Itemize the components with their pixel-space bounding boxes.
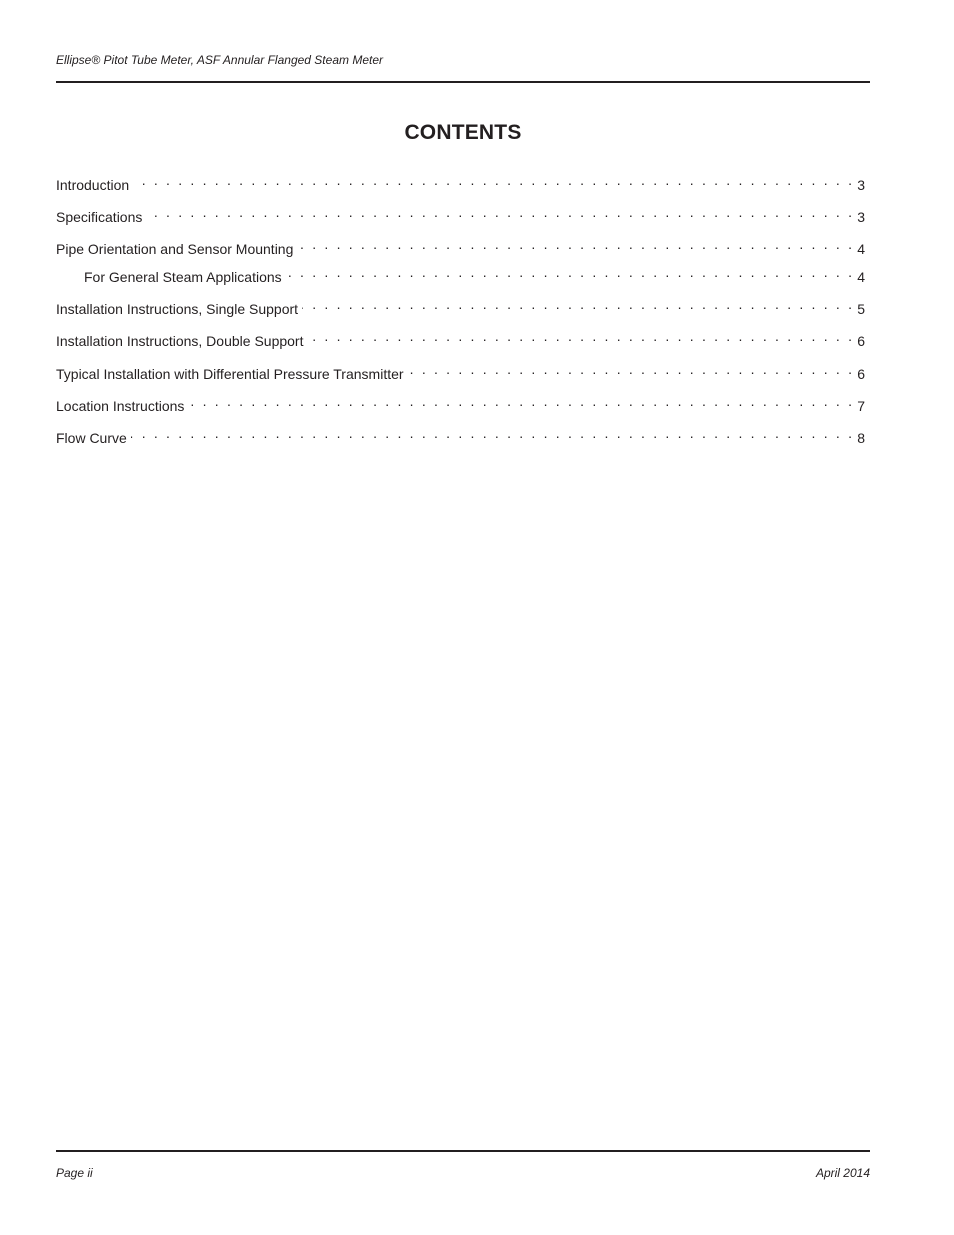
toc-entry-title: Installation Instructions, Double Support (56, 333, 304, 349)
toc-entry-introduction[interactable] (56, 170, 865, 193)
toc-page-number: 8 (857, 430, 865, 446)
toc-dot-leader (297, 234, 854, 254)
toc-page-number: 6 (857, 366, 865, 382)
toc-entry-location-instructions[interactable] (56, 391, 865, 414)
toc-page-number: 4 (857, 269, 865, 285)
toc-entry-title: Installation Instructions, Single Support (56, 301, 299, 317)
toc-page-number: 4 (857, 241, 865, 257)
toc-entry-flow-curve[interactable] (56, 423, 865, 446)
header-divider (56, 81, 870, 83)
toc-entry-typical-installation[interactable] (56, 359, 865, 382)
page-title: CONTENTS (404, 121, 522, 145)
publication-date: April 2014 (815, 1166, 870, 1180)
toc-dot-leader (131, 423, 854, 443)
toc-dot-leader (146, 202, 854, 222)
toc-entry-double-support[interactable] (56, 326, 865, 349)
toc-entry-single-support[interactable] (56, 294, 865, 317)
toc-dot-leader (408, 359, 855, 379)
running-header: Ellipse® Pitot Tube Meter, ASF Annular Flanged Steam Meter (56, 53, 383, 67)
toc-entry-title: Pipe Orientation and Sensor Mounting (56, 241, 294, 257)
toc-entry-specifications[interactable] (56, 202, 865, 225)
toc-page-number: 5 (857, 301, 865, 317)
toc-entry-general-steam[interactable] (84, 262, 865, 285)
toc-page-number: 6 (857, 333, 865, 349)
toc-entry-title: Introduction (56, 177, 130, 193)
toc-entry-title: For General Steam Applications (84, 269, 282, 285)
toc-entry-title: Specifications (56, 209, 143, 225)
toc-dot-leader (302, 294, 854, 314)
toc-entry-pipe-orientation[interactable] (56, 234, 865, 257)
footer-divider (56, 1150, 870, 1152)
toc-page-number: 3 (857, 177, 865, 193)
toc-page-number: 7 (857, 398, 865, 414)
toc-entry-title: Location Instructions (56, 398, 185, 414)
toc-entry-title: Typical Installation with Differential Pressure Transmitter (56, 366, 404, 382)
toc-dot-leader (286, 262, 855, 282)
toc-page-number: 3 (857, 209, 865, 225)
toc-dot-leader (188, 391, 854, 411)
toc-dot-leader (307, 326, 854, 346)
page-number: Page ii (56, 1166, 93, 1180)
toc-entry-title: Flow Curve (56, 430, 127, 446)
toc-dot-leader (133, 170, 854, 190)
